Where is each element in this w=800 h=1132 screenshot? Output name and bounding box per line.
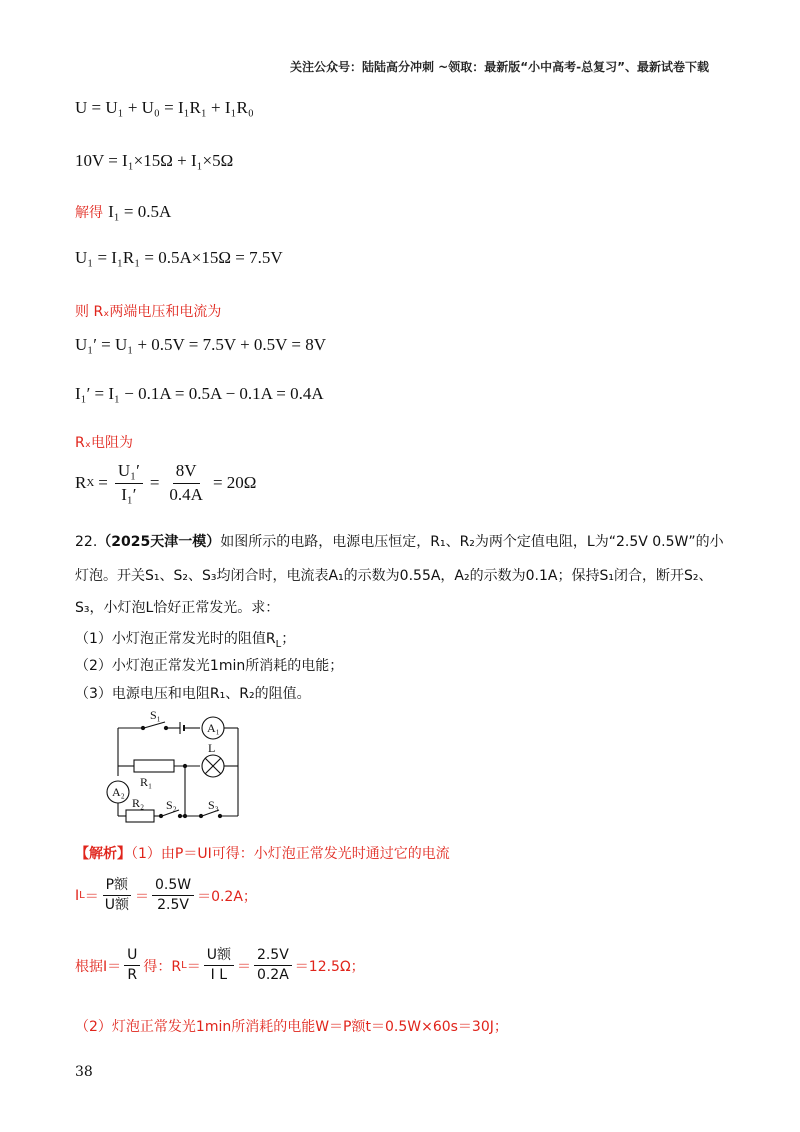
s3-result: ＝12.5Ω； — [294, 958, 365, 975]
problem-source-tag: （2025天津一模） — [97, 534, 221, 550]
eq9-f2-num: 8V — [173, 462, 200, 484]
label-s3: S₃ — [208, 798, 219, 812]
s3-mid: 得：R — [143, 958, 182, 975]
solution-line-2: I L ＝ $\frac{\text{P额}}{\text{U额}}$ ＝ $\frac{0.5W}{2.5V}$ ＝0.2A； — [75, 877, 257, 914]
label-s1: S₁ — [150, 708, 161, 722]
s3-f0-num: U — [124, 948, 140, 966]
eq9-f2-den: 0.4A — [169, 484, 203, 504]
label-a1: A₁ — [207, 721, 220, 735]
equation-9: R X = $\frac{\text{U₁′}}{\text{I₁′}}$ = $\frac{8V}{0.4A}$ = 20Ω — [75, 461, 257, 504]
solution-line-1 — [75, 843, 450, 863]
equation-4: U₁ = I₁R₁ = 0.5A×15Ω = 7.5V — [75, 248, 283, 267]
s2-lhs-sub: L — [79, 890, 85, 902]
s2-result: ＝0.2A； — [197, 888, 257, 905]
equation-6: U₁′ = U₁ + 0.5V = 7.5V + 0.5V = 8V — [75, 335, 326, 354]
label-r2: R₂ — [132, 796, 145, 810]
problem-line-2: 灯泡。开关S₁、S₂、S₃均闭合时，电流表A₁的示数为0.55A，A₂的示数为0.1A；保持S₁闭合，断开S₂、 — [75, 568, 713, 584]
eq9-lhs: R — [75, 473, 87, 493]
question-2: （2）小灯泡正常发光1min所消耗的电能； — [75, 658, 344, 674]
problem-line-3: S₃，小灯泡L恰好正常发光。求： — [75, 600, 280, 616]
label-l: L — [208, 741, 216, 755]
solve-label: 解得 — [75, 205, 103, 221]
s3-f1-den: I L — [210, 967, 228, 984]
solution-line-4: （2）灯泡正常发光1min所消耗的电能W＝P额t＝0.5W×60s＝30J； — [75, 1019, 508, 1035]
problem-line-1-text: 如图所示的电路，电源电压恒定，R₁、R₂为两个定值电阻，L为“2.5V 0.5W”的小 — [220, 534, 724, 550]
equation-3 — [75, 202, 171, 222]
solution-line-1-text: （1）由P＝UI可得：小灯泡正常发光时通过它的电流 — [131, 846, 450, 862]
label-s2: S₂ — [166, 798, 177, 812]
equation-2: 10V = I₁×15Ω + I₁×5Ω — [75, 151, 234, 170]
problem-line-1 — [75, 531, 724, 551]
s3-f2-den: 0.2A — [256, 967, 289, 984]
s3-f1-num: U额 — [204, 948, 234, 966]
s2-f2-num: 0.5W — [152, 878, 194, 896]
s2-f1-den: U额 — [104, 897, 129, 914]
s2-fraction-2 — [152, 878, 194, 914]
s3-f2-num: 2.5V — [254, 948, 292, 966]
question-3: （3）电源电压和电阻R₁、R₂的阻值。 — [75, 686, 311, 702]
page-number: 38 — [75, 1064, 93, 1080]
s3-f0-den: R — [127, 967, 138, 984]
equation-3-expr: I₁ = 0.5A — [108, 202, 172, 221]
s2-f1-num: P额 — [103, 878, 131, 896]
s3-fraction-0 — [124, 948, 140, 984]
s2-f2-den: 2.5V — [157, 897, 189, 914]
eq9-f1-num: U₁′ — [115, 462, 143, 484]
rx-resistance-label: Rₓ电阻为 — [75, 435, 133, 451]
s3-mid-sub: L — [181, 960, 187, 972]
eq9-fraction-2 — [166, 462, 206, 504]
solution-line-3: 根据I＝ $\frac{U}{R}$ 得：R L ＝ $\frac{\text{U额}}{\text{I L}}$ ＝ $\frac{2.5V}{0.2A}$ ＝12.5Ω； — [75, 947, 365, 984]
rx-label: 则 Rₓ两端电压和电流为 — [75, 304, 222, 320]
label-r1: R₁ — [140, 775, 153, 789]
s2-lhs: I — [75, 887, 80, 904]
question-1-sub: L — [275, 638, 282, 650]
eq9-lhs-sub: X — [86, 477, 95, 490]
eq9-result: = 20Ω — [212, 473, 257, 493]
question-1-text: （1）小灯泡正常发光时的阻值R — [75, 631, 276, 647]
eq9-f1-den: I₁′ — [121, 484, 137, 504]
question-1 — [75, 628, 295, 650]
eq9-fraction-1 — [115, 462, 143, 504]
s3-pre: 根据I＝ — [75, 958, 122, 975]
page-header: 关注公众号：陆陆高分冲刺 ~领取：最新版“小中高考-总复习”、最新试卷下载 — [290, 60, 709, 74]
s2-eq: ＝ — [84, 888, 99, 905]
s3-fraction-2 — [254, 948, 292, 984]
equation-1: U = U₁ + U₀ = I₁R₁ + I₁R₀ — [75, 98, 254, 117]
equation-7: I₁′ = I₁ − 0.1A = 0.5A − 0.1A = 0.4A — [75, 384, 324, 403]
question-1-end: ； — [281, 631, 296, 647]
label-a2: A₂ — [112, 785, 125, 799]
analysis-tag: 【解析】 — [75, 846, 131, 862]
s2-fraction-1 — [102, 878, 132, 914]
circuit-diagram — [100, 706, 260, 832]
s3-fraction-1 — [204, 948, 234, 984]
problem-number: 22. — [75, 534, 98, 550]
